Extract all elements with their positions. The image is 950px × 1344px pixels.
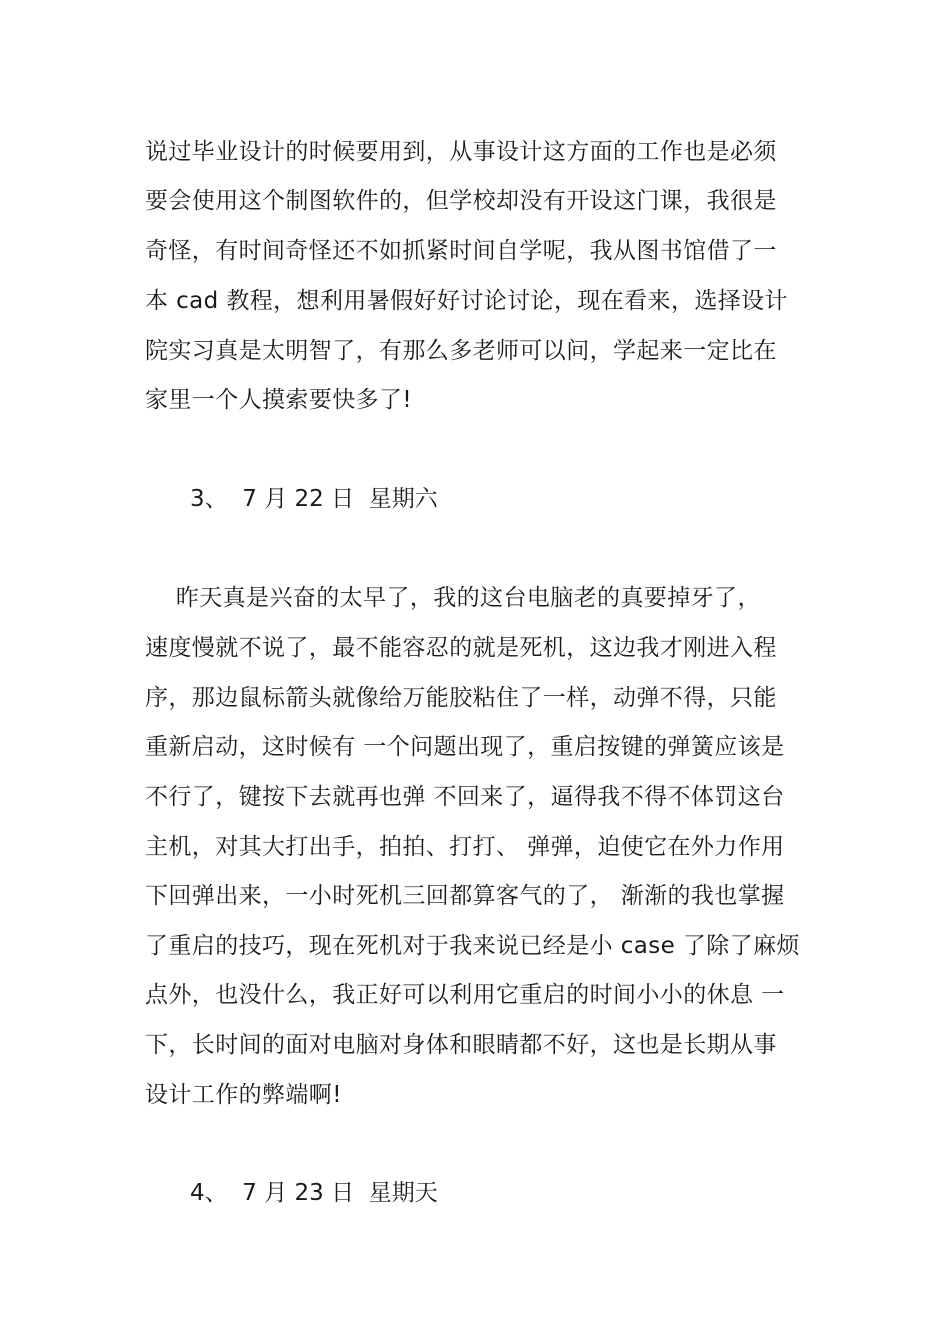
paragraph-1-line: 奇怪，有时间奇怪还不如抓紧时间自学呢，我从图书馆借了一 <box>145 238 777 264</box>
paragraph-1-line: 本 cad 教程，想利用暑假好好讨论讨论，现在看来，选择设计 <box>145 288 788 314</box>
paragraph-2-line: 不行了，键按下去就再也弹 不回来了，逼得我不得不体罚这台 <box>145 784 785 810</box>
paragraph-2-line: 昨天真是兴奋的太早了，我的这台电脑老的真要掉牙了， <box>145 585 761 611</box>
paragraph-2-line: 了重启的技巧，现在死机对于我来说已经是小 case 了除了麻烦 <box>145 933 800 959</box>
paragraph-2-line: 下回弹出来，一小时死机三回都算客气的了， 渐渐的我也掌握 <box>145 883 785 909</box>
section-heading-3: 3、 7 月 22 日 星期六 <box>190 486 438 512</box>
paragraph-1-line: 说过毕业设计的时候要用到，从事设计这方面的工作也是必须 <box>145 139 777 165</box>
paragraph-1-line: 家里一个人摸索要快多了! <box>145 387 413 413</box>
paragraph-2-line: 序，那边鼠标箭头就像给万能胶粘住了一样，动弹不得，只能 <box>145 685 777 711</box>
paragraph-2-line: 点外，也没什么，我正好可以利用它重启的时间小小的休息 一 <box>145 982 785 1008</box>
paragraph-1-line: 院实习真是太明智了，有那么多老师可以问，学起来一定比在 <box>145 338 777 364</box>
paragraph-2-line: 设计工作的弊端啊! <box>145 1082 342 1108</box>
paragraph-2-line: 下，长时间的面对电脑对身体和眼睛都不好，这也是长期从事 <box>145 1032 777 1058</box>
paragraph-2-line: 速度慢就不说了，最不能容忍的就是死机，这边我才刚进入程 <box>145 635 777 661</box>
paragraph-2-line: 主机，对其大打出手，拍拍、打打、 弹弹，迫使它在外力作用 <box>145 834 785 860</box>
paragraph-2-line: 重新启动，这时候有 一个问题出现了，重启按键的弹簧应该是 <box>145 734 785 760</box>
section-heading-4: 4、 7 月 23 日 星期天 <box>190 1180 438 1206</box>
paragraph-1-line: 要会使用这个制图软件的，但学校却没有开设这门课，我很是 <box>145 188 777 214</box>
